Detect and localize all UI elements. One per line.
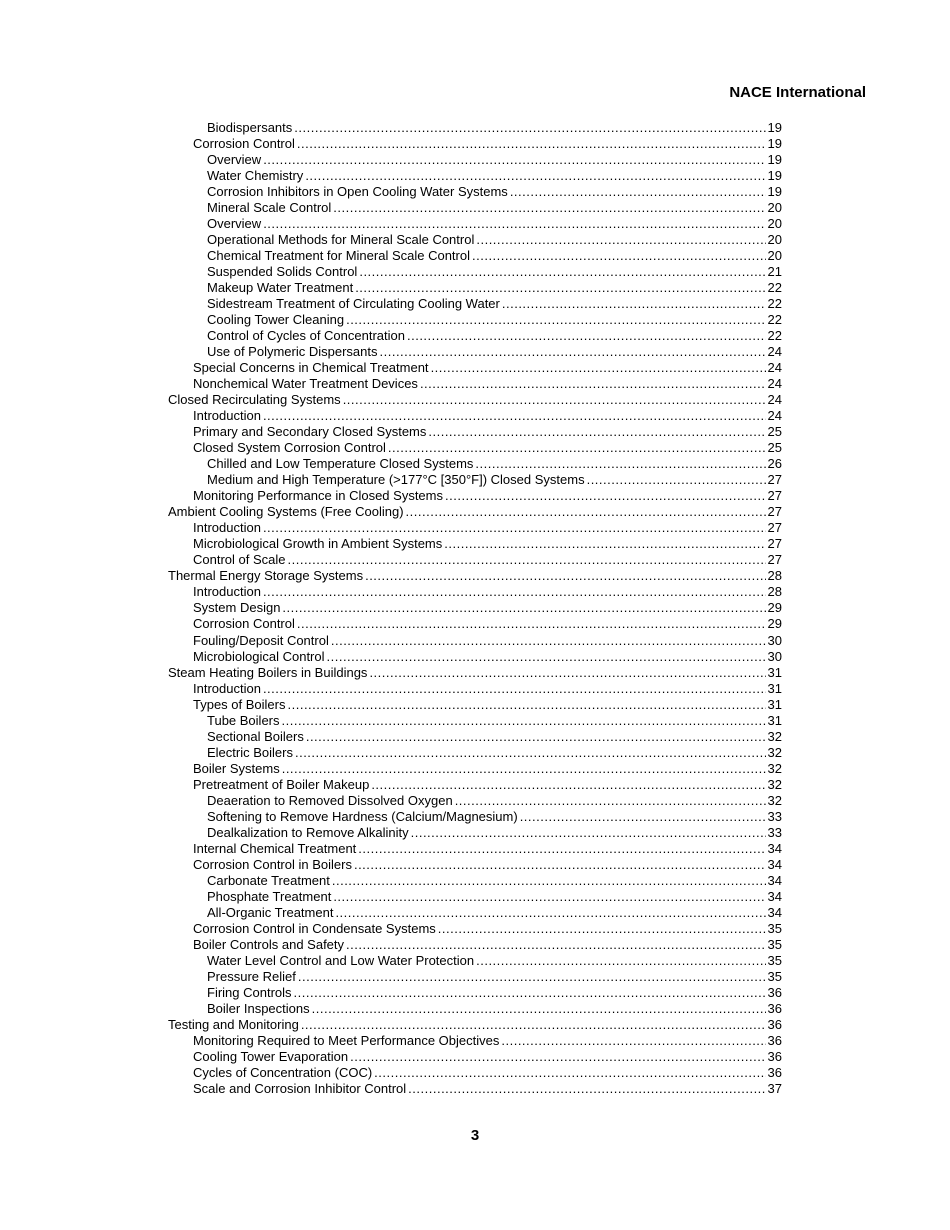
toc-entry-title: Firing Controls xyxy=(207,984,292,1000)
toc-entry-page: 27 xyxy=(767,472,782,488)
toc-entry-title: Suspended Solids Control xyxy=(207,264,358,280)
toc-entry-title: Operational Methods for Mineral Scale Control xyxy=(207,232,475,248)
toc-dot-leader xyxy=(332,873,766,889)
toc-entry xyxy=(168,1049,782,1065)
toc-entry-title: Corrosion Control xyxy=(193,136,295,152)
toc-entry-title: Primary and Secondary Closed Systems xyxy=(193,424,427,440)
toc-entry-title: Fouling/Deposit Control xyxy=(193,632,329,648)
toc-dot-leader xyxy=(455,793,766,809)
toc-entry-page: 34 xyxy=(767,888,782,904)
toc-entry xyxy=(168,440,782,456)
toc-entry xyxy=(168,536,782,552)
toc-entry xyxy=(168,649,782,665)
toc-entry-page: 34 xyxy=(767,856,782,872)
toc-entry-title: Closed Recirculating Systems xyxy=(168,392,341,408)
toc-dot-leader xyxy=(333,200,765,216)
toc-entry-page: 24 xyxy=(767,344,782,360)
toc-dot-leader xyxy=(346,937,766,953)
toc-entry-page: 30 xyxy=(767,648,782,664)
toc-entry-title: Boiler Systems xyxy=(193,760,280,776)
toc-entry-title: System Design xyxy=(193,600,281,616)
toc-entry-page: 25 xyxy=(767,424,782,440)
toc-entry-title: Deaeration to Removed Dissolved Oxygen xyxy=(207,792,453,808)
toc-entry-title: Special Concerns in Chemical Treatment xyxy=(193,360,429,376)
toc-dot-leader xyxy=(388,440,766,456)
toc-dot-leader xyxy=(263,681,766,697)
toc-dot-leader xyxy=(380,344,766,360)
toc-entry-page: 37 xyxy=(767,1080,782,1096)
toc-entry xyxy=(168,360,782,376)
toc-dot-leader xyxy=(333,889,765,905)
toc-entry xyxy=(168,633,782,649)
toc-dot-leader xyxy=(294,985,766,1001)
toc-entry-title: Corrosion Control in Boilers xyxy=(193,856,352,872)
toc-entry xyxy=(168,745,782,761)
toc-entry xyxy=(168,552,782,568)
toc-entry-title: Closed System Corrosion Control xyxy=(193,440,386,456)
toc-entry xyxy=(168,200,782,216)
toc-dot-leader xyxy=(297,616,766,632)
toc-entry-title: Cooling Tower Evaporation xyxy=(193,1048,349,1064)
table-of-contents xyxy=(168,120,782,1097)
toc-entry-page: 25 xyxy=(767,440,782,456)
toc-dot-leader xyxy=(295,745,766,761)
toc-dot-leader xyxy=(305,168,765,184)
toc-entry-title: Introduction xyxy=(193,408,261,424)
toc-entry-page: 35 xyxy=(767,936,782,952)
toc-entry xyxy=(168,584,782,600)
toc-dot-leader xyxy=(374,1065,765,1081)
toc-entry-page: 20 xyxy=(767,232,782,248)
toc-entry-title: Control of Cycles of Concentration xyxy=(207,328,405,344)
toc-entry-title: Makeup Water Treatment xyxy=(207,280,354,296)
toc-entry xyxy=(168,568,782,584)
toc-dot-leader xyxy=(355,280,765,296)
toc-dot-leader xyxy=(301,1017,766,1033)
toc-entry-title: Types of Boilers xyxy=(193,696,286,712)
toc-dot-leader xyxy=(438,921,766,937)
toc-dot-leader xyxy=(327,649,766,665)
toc-entry xyxy=(168,456,782,472)
toc-entry-title: Overview xyxy=(207,216,262,232)
toc-entry-page: 27 xyxy=(767,504,782,520)
toc-entry xyxy=(168,681,782,697)
toc-entry-page: 27 xyxy=(767,488,782,504)
toc-entry xyxy=(168,216,782,232)
toc-dot-leader xyxy=(263,584,766,600)
toc-dot-leader xyxy=(294,120,765,136)
toc-entry-title: Pressure Relief xyxy=(207,968,296,984)
toc-entry-title: Phosphate Treatment xyxy=(207,888,332,904)
toc-entry-page: 20 xyxy=(767,248,782,264)
toc-dot-leader xyxy=(371,777,765,793)
toc-entry-title: Introduction xyxy=(193,584,261,600)
toc-entry-page: 24 xyxy=(767,408,782,424)
toc-entry-title: Cycles of Concentration (COC) xyxy=(193,1064,373,1080)
toc-entry xyxy=(168,953,782,969)
toc-entry-title: Cooling Tower Cleaning xyxy=(207,312,345,328)
toc-entry-title: Nonchemical Water Treatment Devices xyxy=(193,376,418,392)
toc-dot-leader xyxy=(343,392,766,408)
toc-entry-title: Dealkalization to Remove Alkalinity xyxy=(207,824,409,840)
toc-entry xyxy=(168,1001,782,1017)
toc-entry-title: Boiler Inspections xyxy=(207,1000,310,1016)
toc-entry xyxy=(168,905,782,921)
toc-entry-title: Pretreatment of Boiler Makeup xyxy=(193,776,370,792)
toc-dot-leader xyxy=(282,761,766,777)
toc-dot-leader xyxy=(288,697,766,713)
toc-dot-leader xyxy=(406,504,766,520)
toc-dot-leader xyxy=(263,216,765,232)
toc-dot-leader xyxy=(369,665,765,681)
toc-entry-title: Control of Scale xyxy=(193,552,286,568)
toc-entry xyxy=(168,1081,782,1097)
toc-entry-title: Steam Heating Boilers in Buildings xyxy=(168,664,368,680)
toc-entry-page: 32 xyxy=(767,744,782,760)
toc-entry-page: 21 xyxy=(767,264,782,280)
toc-entry xyxy=(168,889,782,905)
toc-entry-title: Monitoring Performance in Closed Systems xyxy=(193,488,443,504)
toc-dot-leader xyxy=(335,905,765,921)
toc-dot-leader xyxy=(282,713,766,729)
toc-entry xyxy=(168,504,782,520)
toc-entry-page: 35 xyxy=(767,952,782,968)
toc-dot-leader xyxy=(411,825,766,841)
toc-dot-leader xyxy=(520,809,766,825)
toc-entry xyxy=(168,600,782,616)
toc-entry-page: 22 xyxy=(767,328,782,344)
toc-entry xyxy=(168,857,782,873)
toc-entry-page: 19 xyxy=(767,184,782,200)
toc-dot-leader xyxy=(501,1033,765,1049)
toc-dot-leader xyxy=(476,232,765,248)
toc-entry-title: Microbiological Growth in Ambient Systems xyxy=(193,536,443,552)
toc-entry xyxy=(168,761,782,777)
toc-entry-page: 28 xyxy=(767,568,782,584)
toc-entry xyxy=(168,1065,782,1081)
toc-entry xyxy=(168,328,782,344)
toc-entry-title: Scale and Corrosion Inhibitor Control xyxy=(193,1080,407,1096)
toc-dot-leader xyxy=(420,376,766,392)
toc-entry-page: 27 xyxy=(767,536,782,552)
toc-entry xyxy=(168,793,782,809)
toc-entry-title: Overview xyxy=(207,152,262,168)
toc-entry xyxy=(168,937,782,953)
toc-entry-page: 19 xyxy=(767,152,782,168)
toc-entry-title: Ambient Cooling Systems (Free Cooling) xyxy=(168,504,404,520)
toc-entry-page: 20 xyxy=(767,216,782,232)
toc-entry xyxy=(168,344,782,360)
toc-entry xyxy=(168,472,782,488)
toc-dot-leader xyxy=(444,536,765,552)
toc-entry xyxy=(168,777,782,793)
toc-entry-page: 36 xyxy=(767,984,782,1000)
toc-entry xyxy=(168,168,782,184)
page-number: 3 xyxy=(470,1127,480,1144)
toc-entry xyxy=(168,120,782,136)
toc-entry-title: Water Level Control and Low Water Protection xyxy=(207,952,475,968)
toc-entry-title: Mineral Scale Control xyxy=(207,200,332,216)
toc-dot-leader xyxy=(263,408,766,424)
toc-entry-page: 31 xyxy=(767,680,782,696)
toc-entry-page: 30 xyxy=(767,632,782,648)
toc-entry-page: 22 xyxy=(767,280,782,296)
toc-dot-leader xyxy=(407,328,766,344)
toc-entry xyxy=(168,136,782,152)
toc-entry-title: Microbiological Control xyxy=(193,648,325,664)
toc-entry-title: Introduction xyxy=(193,680,261,696)
toc-dot-leader xyxy=(365,568,765,584)
toc-entry-title: Tube Boilers xyxy=(207,712,280,728)
toc-entry-page: 32 xyxy=(767,792,782,808)
toc-entry xyxy=(168,825,782,841)
toc-dot-leader xyxy=(354,857,766,873)
toc-entry xyxy=(168,184,782,200)
toc-entry xyxy=(168,841,782,857)
toc-dot-leader xyxy=(476,953,765,969)
toc-entry-title: Softening to Remove Hardness (Calcium/Magnesium) xyxy=(207,808,518,824)
toc-entry-title: Monitoring Required to Meet Performance Objectives xyxy=(193,1032,500,1048)
toc-entry xyxy=(168,1017,782,1033)
toc-entry-page: 19 xyxy=(767,168,782,184)
toc-entry-page: 29 xyxy=(767,600,782,616)
toc-dot-leader xyxy=(263,520,766,536)
toc-entry-page: 28 xyxy=(767,584,782,600)
toc-dot-leader xyxy=(428,424,765,440)
toc-entry xyxy=(168,248,782,264)
toc-entry xyxy=(168,729,782,745)
toc-entry xyxy=(168,809,782,825)
toc-dot-leader xyxy=(282,600,765,616)
toc-dot-leader xyxy=(431,360,766,376)
toc-entry-page: 33 xyxy=(767,824,782,840)
toc-entry-page: 36 xyxy=(767,1032,782,1048)
toc-entry-page: 24 xyxy=(767,392,782,408)
toc-entry-title: Corrosion Control xyxy=(193,616,295,632)
toc-entry-title: Sidestream Treatment of Circulating Cooling Water xyxy=(207,296,500,312)
toc-entry-title: Corrosion Inhibitors in Open Cooling Water Systems xyxy=(207,184,508,200)
toc-entry-page: 35 xyxy=(767,920,782,936)
toc-entry-page: 34 xyxy=(767,872,782,888)
toc-entry xyxy=(168,969,782,985)
toc-entry-page: 36 xyxy=(767,1016,782,1032)
toc-entry-page: 32 xyxy=(767,728,782,744)
toc-entry-page: 27 xyxy=(767,520,782,536)
toc-entry-page: 22 xyxy=(767,296,782,312)
toc-entry-title: Biodispersants xyxy=(207,120,293,135)
toc-dot-leader xyxy=(445,488,766,504)
toc-entry-page: 24 xyxy=(767,376,782,392)
toc-entry-title: Electric Boilers xyxy=(207,744,293,760)
toc-dot-leader xyxy=(510,184,766,200)
toc-entry xyxy=(168,616,782,632)
toc-entry-page: 31 xyxy=(767,664,782,680)
toc-entry-title: Medium and High Temperature (>177°C [350°F]) Closed Systems xyxy=(207,472,585,488)
toc-entry-title: Thermal Energy Storage Systems xyxy=(168,568,364,584)
toc-entry-title: Boiler Controls and Safety xyxy=(193,936,345,952)
toc-entry-page: 27 xyxy=(767,552,782,568)
toc-entry-title: Chemical Treatment for Mineral Scale Control xyxy=(207,248,470,264)
toc-entry xyxy=(168,488,782,504)
toc-entry-title: Chilled and Low Temperature Closed Systems xyxy=(207,456,474,472)
toc-dot-leader xyxy=(502,296,766,312)
toc-entry xyxy=(168,921,782,937)
toc-dot-leader xyxy=(306,729,766,745)
toc-entry-title: Carbonate Treatment xyxy=(207,872,330,888)
toc-entry xyxy=(168,408,782,424)
toc-entry xyxy=(168,264,782,280)
toc-entry-title: Water Chemistry xyxy=(207,168,304,184)
toc-dot-leader xyxy=(331,633,766,649)
toc-dot-leader xyxy=(475,456,765,472)
toc-entry-page: 33 xyxy=(767,808,782,824)
toc-dot-leader xyxy=(297,136,766,152)
toc-entry-title: All-Organic Treatment xyxy=(207,904,334,920)
toc-entry-page: 36 xyxy=(767,1064,782,1080)
toc-dot-leader xyxy=(350,1049,765,1065)
toc-entry xyxy=(168,1033,782,1049)
toc-entry-title: Corrosion Control in Condensate Systems xyxy=(193,920,436,936)
toc-entry-page: 24 xyxy=(767,360,782,376)
toc-entry-page: 36 xyxy=(767,1000,782,1016)
toc-dot-leader xyxy=(408,1081,765,1097)
toc-entry-page: 19 xyxy=(767,136,782,152)
toc-entry xyxy=(168,713,782,729)
running-header: NACE International xyxy=(729,84,866,101)
toc-dot-leader xyxy=(472,248,766,264)
toc-entry-page: 31 xyxy=(767,712,782,728)
toc-entry xyxy=(168,424,782,440)
toc-entry-title: Sectional Boilers xyxy=(207,728,304,744)
toc-entry-page: 29 xyxy=(767,616,782,632)
toc-entry-page: 22 xyxy=(767,312,782,328)
toc-entry xyxy=(168,873,782,889)
toc-dot-leader xyxy=(587,472,766,488)
toc-entry xyxy=(168,232,782,248)
toc-entry-title: Testing and Monitoring xyxy=(168,1016,299,1032)
toc-entry xyxy=(168,697,782,713)
toc-entry-page: 31 xyxy=(767,696,782,712)
toc-entry xyxy=(168,152,782,168)
toc-entry xyxy=(168,985,782,1001)
toc-entry-page: 35 xyxy=(767,968,782,984)
toc-entry xyxy=(168,665,782,681)
toc-entry-title: Use of Polymeric Dispersants xyxy=(207,344,378,360)
toc-dot-leader xyxy=(288,552,766,568)
toc-entry-page: 32 xyxy=(767,776,782,792)
toc-dot-leader xyxy=(298,969,766,985)
toc-entry-page: 32 xyxy=(767,760,782,776)
toc-entry xyxy=(168,312,782,328)
toc-dot-leader xyxy=(359,264,765,280)
toc-entry-page: 20 xyxy=(767,200,782,216)
toc-entry-page: 26 xyxy=(767,456,782,472)
toc-dot-leader xyxy=(312,1001,766,1017)
toc-entry-title: Internal Chemical Treatment xyxy=(193,840,357,856)
toc-entry-title: Introduction xyxy=(193,520,261,536)
toc-dot-leader xyxy=(346,312,765,328)
toc-entry xyxy=(168,376,782,392)
toc-entry-page: 34 xyxy=(767,840,782,856)
toc-entry-page: 34 xyxy=(767,904,782,920)
toc-entry xyxy=(168,520,782,536)
toc-entry xyxy=(168,392,782,408)
toc-dot-leader xyxy=(263,152,765,168)
toc-entry xyxy=(168,296,782,312)
toc-dot-leader xyxy=(358,841,765,857)
toc-entry-page: 19 xyxy=(767,120,782,135)
toc-entry-page: 36 xyxy=(767,1048,782,1064)
toc-entry xyxy=(168,280,782,296)
